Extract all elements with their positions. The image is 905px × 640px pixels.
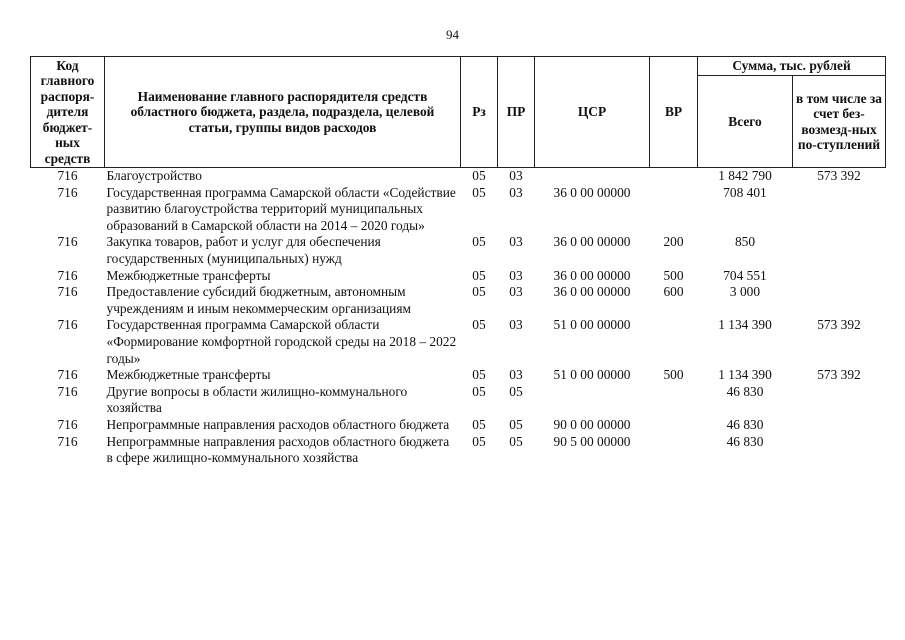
cell-pr: 03 xyxy=(509,234,523,250)
cell-free-receipts: 573 392 xyxy=(817,168,861,183)
header-sum-group: Сумма, тыс. рублей xyxy=(698,57,886,76)
table-row xyxy=(31,367,886,384)
cell-pr: 03 xyxy=(509,168,523,183)
cell-free-receipts xyxy=(793,284,886,317)
table-row xyxy=(31,268,886,285)
cell-csr: 36 0 00 00000 xyxy=(553,267,631,283)
cell-rz: 05 xyxy=(472,433,486,449)
cell-csr: 90 0 00 00000 xyxy=(553,416,631,432)
cell-total: 704 551 xyxy=(723,267,767,283)
cell-name: Непрограммные направления расходов областного бюджета в сфере жилищно-коммунального хозяйства xyxy=(106,433,450,466)
cell-total: 46 830 xyxy=(726,383,764,399)
header-name: Наименование главного распорядителя средств областного бюджета, раздела, подраздела, целевой статьи, группы видов расходов xyxy=(105,57,461,168)
cell-total: 1 842 790 xyxy=(718,168,772,183)
cell-total: 3 000 xyxy=(729,284,761,300)
cell-code: 716 xyxy=(57,267,78,283)
cell-csr: 90 5 00 00000 xyxy=(553,433,631,449)
cell-csr xyxy=(535,168,650,185)
cell-name: Закупка товаров, работ и услуг для обеспечения государственных (муниципальных) нужд xyxy=(106,234,381,266)
cell-total: 46 830 xyxy=(726,433,764,449)
cell-vr: 500 xyxy=(663,367,684,383)
cell-csr: 36 0 00 00000 xyxy=(553,184,631,200)
cell-vr xyxy=(650,434,698,467)
header-free-receipts: в том числе за счет без-возмезд-ных по-ступлений xyxy=(793,76,886,168)
page-number: 94 xyxy=(446,27,459,42)
header-code: Код главного распоря-дителя бюджет-ных средств xyxy=(31,57,105,168)
cell-code: 716 xyxy=(57,383,78,399)
cell-rz: 05 xyxy=(472,267,486,283)
cell-code: 716 xyxy=(57,168,78,183)
cell-code: 716 xyxy=(57,184,78,200)
table-row xyxy=(31,434,886,467)
cell-name: Межбюджетные трансферты xyxy=(106,367,271,383)
cell-code: 716 xyxy=(57,416,78,432)
cell-rz: 05 xyxy=(472,317,486,333)
cell-code: 716 xyxy=(57,317,78,333)
table-row xyxy=(31,234,886,267)
cell-vr: 500 xyxy=(663,267,684,283)
cell-vr xyxy=(650,417,698,434)
cell-code: 716 xyxy=(57,234,78,250)
cell-pr: 03 xyxy=(509,284,523,300)
header-total: Всего xyxy=(698,76,793,168)
cell-csr: 36 0 00 00000 xyxy=(553,234,631,250)
cell-pr: 05 xyxy=(509,433,523,449)
cell-free-receipts xyxy=(793,185,886,235)
header-csr: ЦСР xyxy=(535,57,650,168)
cell-csr: 36 0 00 00000 xyxy=(553,284,631,300)
table-row xyxy=(31,417,886,434)
table-body xyxy=(31,168,886,467)
cell-free-receipts xyxy=(793,434,886,467)
cell-vr xyxy=(650,384,698,417)
cell-name: Другие вопросы в области жилищно-коммунального хозяйства xyxy=(106,383,408,416)
table-row xyxy=(31,384,886,417)
cell-csr: 51 0 00 00000 xyxy=(553,367,631,383)
cell-code: 716 xyxy=(57,433,78,449)
cell-name: Предоставление субсидий бюджетным, автономным учреждениям и иным некоммерческим организациям xyxy=(106,284,411,316)
cell-code: 716 xyxy=(57,284,78,300)
cell-pr: 03 xyxy=(509,367,523,383)
header-rz: Рз xyxy=(461,57,498,168)
cell-rz: 05 xyxy=(472,234,486,250)
cell-free-receipts xyxy=(793,417,886,434)
cell-name: Непрограммные направления расходов областного бюджета xyxy=(106,416,450,432)
header-vr: ВР xyxy=(650,57,698,168)
cell-total: 708 401 xyxy=(723,184,767,200)
cell-vr: 600 xyxy=(663,284,684,300)
table-row xyxy=(31,168,886,185)
cell-free-receipts xyxy=(793,234,886,267)
cell-total: 850 xyxy=(734,234,756,250)
cell-name: Государственная программа Самарской области «Содействие развитию благоустройства территорий муниципальных образований в Самарской области на 2014 – 2020 годы» xyxy=(106,184,456,233)
table-header xyxy=(31,57,886,168)
cell-vr xyxy=(650,317,698,367)
cell-csr: 51 0 00 00000 xyxy=(553,317,631,333)
table-row xyxy=(31,185,886,235)
cell-free-receipts xyxy=(793,384,886,417)
cell-rz: 05 xyxy=(472,184,486,200)
cell-free-receipts: 573 392 xyxy=(817,317,861,333)
cell-total: 1 134 390 xyxy=(718,317,772,333)
cell-name: Межбюджетные трансферты xyxy=(106,267,271,283)
cell-total: 46 830 xyxy=(726,416,764,432)
cell-pr: 03 xyxy=(509,317,523,333)
cell-name: Благоустройство xyxy=(106,168,202,183)
table-row xyxy=(31,284,886,317)
cell-rz: 05 xyxy=(472,416,486,432)
header-pr: ПР xyxy=(498,57,535,168)
cell-pr: 05 xyxy=(509,383,523,399)
budget-table xyxy=(30,56,886,467)
table-row xyxy=(31,317,886,367)
cell-rz: 05 xyxy=(472,367,486,383)
cell-total: 1 134 390 xyxy=(718,367,772,383)
cell-free-receipts xyxy=(793,268,886,285)
cell-vr xyxy=(650,168,698,185)
cell-csr xyxy=(535,384,650,417)
cell-name: Государственная программа Самарской области «Формирование комфортной городской среды на 2018 – 2022 годы» xyxy=(106,317,457,366)
cell-vr: 200 xyxy=(663,234,684,250)
cell-vr xyxy=(650,185,698,235)
cell-rz: 05 xyxy=(472,284,486,300)
cell-free-receipts: 573 392 xyxy=(817,367,861,383)
cell-rz: 05 xyxy=(472,383,486,399)
cell-pr: 03 xyxy=(509,184,523,200)
cell-pr: 03 xyxy=(509,267,523,283)
cell-pr: 05 xyxy=(509,416,523,432)
cell-code: 716 xyxy=(57,367,78,383)
cell-rz: 05 xyxy=(472,168,486,183)
